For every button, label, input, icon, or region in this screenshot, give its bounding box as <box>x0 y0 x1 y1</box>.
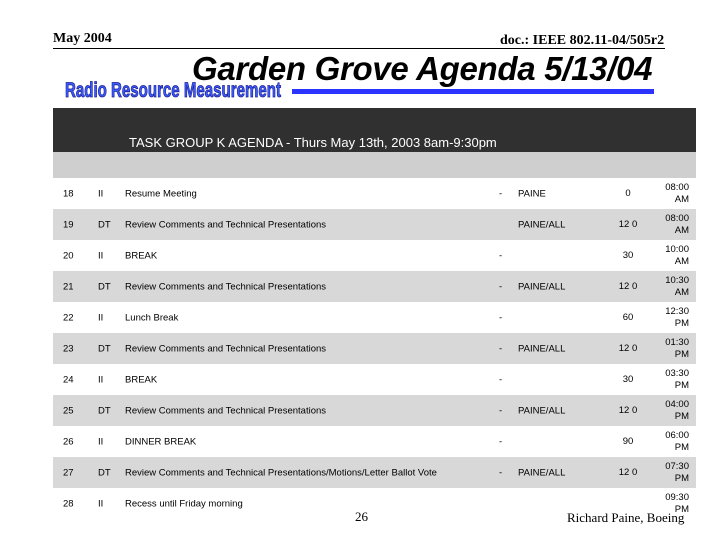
item-number: 21 <box>63 281 74 292</box>
item-duration: 12 0 <box>618 404 638 416</box>
item-duration: 30 <box>622 373 634 385</box>
item-description: Review Comments and Technical Presentations <box>125 405 327 416</box>
item-dash: - <box>499 343 503 354</box>
item-time: 06:00 PM <box>665 429 689 453</box>
item-description: Review Comments and Technical Presentations <box>125 281 327 292</box>
agenda-spacer-band <box>53 152 696 178</box>
item-owner: PAINE/ALL <box>518 467 566 478</box>
item-number: 18 <box>63 188 74 199</box>
item-number: 28 <box>63 498 74 509</box>
svg-text:Radio Resource Measurement: Radio Resource Measurement <box>65 79 281 102</box>
item-duration: 12 0 <box>618 218 638 230</box>
item-duration: 0 <box>625 187 631 199</box>
item-description: BREAK <box>125 374 158 385</box>
item-time: 01:30 PM <box>665 336 689 360</box>
footer-author: Richard Paine, Boeing <box>567 510 685 525</box>
item-time: 07:30 PM <box>665 460 689 484</box>
item-owner: PAINE/ALL <box>518 281 566 292</box>
item-number: 25 <box>63 405 74 416</box>
item-number: 26 <box>63 436 74 447</box>
item-number: 27 <box>63 467 74 478</box>
item-duration: 30 <box>622 249 634 261</box>
item-description: Lunch Break <box>125 312 179 323</box>
item-number: 19 <box>63 219 74 230</box>
table-row <box>53 240 696 271</box>
item-type: DT <box>98 343 111 354</box>
page-number: 26 <box>355 509 368 524</box>
table-row <box>53 364 696 395</box>
item-owner: PAINE/ALL <box>518 405 566 416</box>
item-description: Recess until Friday morning <box>125 498 243 509</box>
item-dash: - <box>499 374 503 385</box>
item-duration: 90 <box>622 435 634 447</box>
item-type: II <box>98 250 104 261</box>
item-time: 12:30 PM <box>665 305 689 329</box>
table-row <box>53 395 696 426</box>
item-type: II <box>98 374 104 385</box>
item-dash: - <box>499 312 503 323</box>
item-time: 04:00 PM <box>665 398 689 422</box>
item-duration: 12 0 <box>618 466 638 478</box>
header-divider <box>53 48 665 49</box>
item-owner: PAINE <box>518 188 546 199</box>
table-row <box>53 302 696 333</box>
document-id: doc.: IEEE 802.11-04/505r2 <box>500 33 665 48</box>
agenda-heading: TASK GROUP K AGENDA - Thurs May 13th, 2003 8am-9:30pm <box>129 135 497 150</box>
item-owner: PAINE/ALL <box>518 219 566 230</box>
item-type: DT <box>98 219 111 230</box>
item-number: 23 <box>63 343 74 354</box>
item-type: II <box>98 498 104 509</box>
table-row <box>53 271 696 302</box>
item-type: DT <box>98 281 111 292</box>
item-description: BREAK <box>125 250 158 261</box>
item-owner: PAINE/ALL <box>518 343 566 354</box>
item-time: 09:30 PM <box>665 491 689 515</box>
item-dash: - <box>499 405 503 416</box>
item-description: DINNER BREAK <box>125 436 197 447</box>
item-description: Review Comments and Technical Presentations/Motions/Letter Ballot Vote <box>125 467 437 478</box>
item-dash: - <box>499 436 503 447</box>
item-type: DT <box>98 467 111 478</box>
table-row <box>53 457 696 488</box>
item-dash: - <box>499 250 503 261</box>
item-description: Review Comments and Technical Presentations <box>125 219 327 230</box>
table-row <box>53 209 696 240</box>
item-duration: 12 0 <box>618 280 638 292</box>
item-number: 24 <box>63 374 74 385</box>
item-dash: - <box>499 467 503 478</box>
item-time: 03:30 PM <box>665 367 689 391</box>
item-duration: 60 <box>622 311 634 323</box>
item-description: Resume Meeting <box>125 188 197 199</box>
item-time: 10:00 AM <box>665 243 689 267</box>
item-time: 08:00 AM <box>665 181 689 205</box>
item-time: 08:00 AM <box>665 212 689 236</box>
item-type: II <box>98 436 104 447</box>
item-number: 20 <box>63 250 74 261</box>
item-type: DT <box>98 405 111 416</box>
item-number: 22 <box>63 312 74 323</box>
header-date: May 2004 <box>53 31 112 46</box>
item-dash: - <box>499 188 503 199</box>
title-underline <box>292 89 654 94</box>
item-type: II <box>98 312 104 323</box>
item-dash: - <box>499 281 503 292</box>
item-type: II <box>98 188 104 199</box>
page-title: Garden Grove Agenda 5/13/04 <box>192 50 653 87</box>
table-row <box>53 178 696 209</box>
item-time: 10:30 AM <box>665 274 689 298</box>
table-row <box>53 333 696 364</box>
table-row <box>53 426 696 457</box>
item-duration: 12 0 <box>618 342 638 354</box>
item-description: Review Comments and Technical Presentations <box>125 343 327 354</box>
